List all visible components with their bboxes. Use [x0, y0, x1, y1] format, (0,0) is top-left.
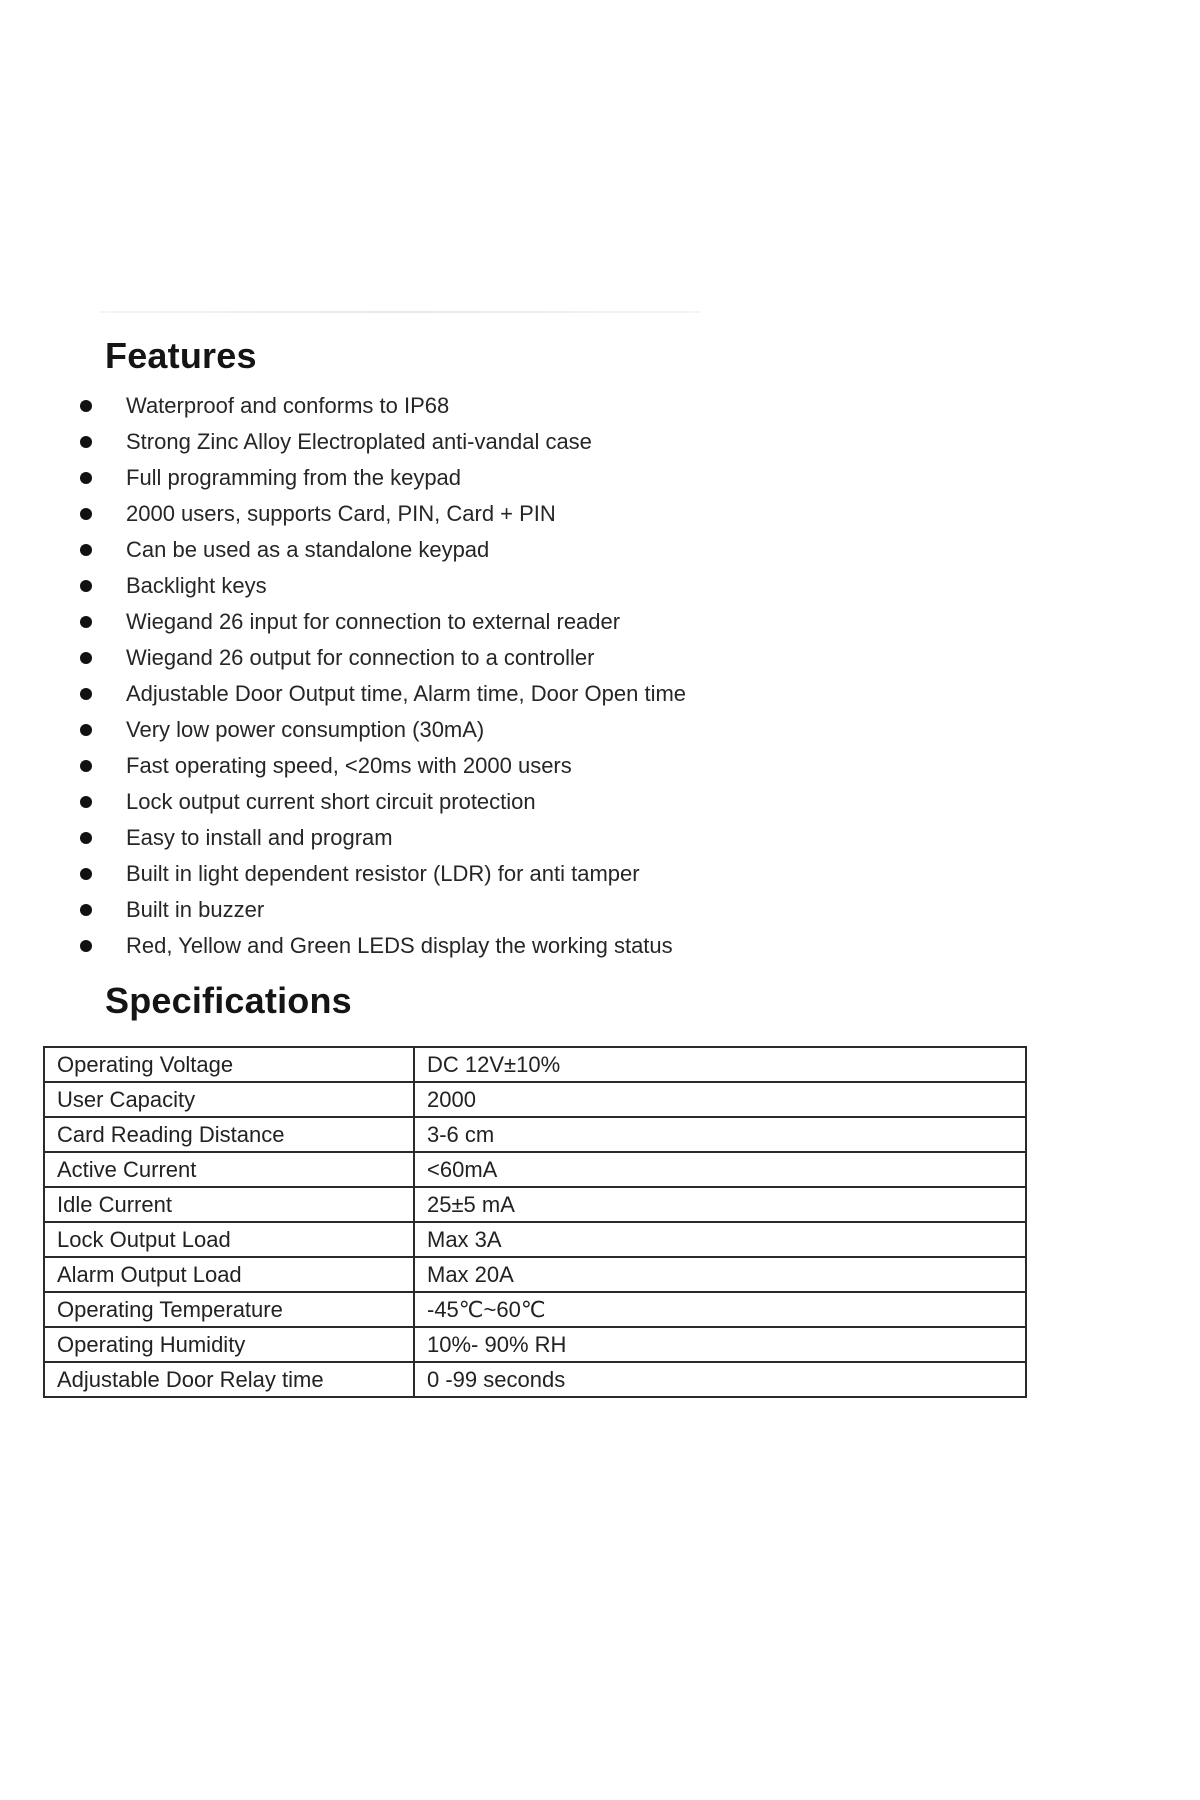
feature-item: [0, 388, 760, 424]
features-heading: Features: [105, 335, 257, 376]
bullet-icon: [80, 904, 92, 916]
specifications-table: [43, 1046, 1027, 1398]
spec-value: -45℃~60℃: [414, 1292, 1026, 1327]
table-row: [44, 1152, 1026, 1187]
feature-text: Very low power consumption (30mA): [126, 717, 485, 742]
feature-item: [0, 640, 760, 676]
feature-text: Can be used as a standalone keypad: [126, 537, 490, 562]
spec-value: Max 20A: [414, 1257, 1026, 1292]
feature-item: [0, 496, 760, 532]
spec-label: Idle Current: [44, 1187, 414, 1222]
bullet-icon: [80, 760, 92, 772]
feature-text: Red, Yellow and Green LEDS display the working status: [126, 933, 673, 958]
feature-item: [0, 748, 760, 784]
feature-item: [0, 604, 760, 640]
table-row: [44, 1327, 1026, 1362]
feature-text: Built in light dependent resistor (LDR) for anti tamper: [126, 861, 640, 886]
spec-value: 3-6 cm: [414, 1117, 1026, 1152]
feature-text: Full programming from the keypad: [126, 465, 462, 490]
spec-value: <60mA: [414, 1152, 1026, 1187]
feature-item: [0, 820, 760, 856]
bullet-icon: [80, 652, 92, 664]
bullet-icon: [80, 724, 92, 736]
spec-value: 2000: [414, 1082, 1026, 1117]
feature-item: [0, 892, 760, 928]
spec-label: Operating Voltage: [44, 1047, 414, 1082]
feature-text: Wiegand 26 input for connection to external reader: [126, 609, 621, 634]
spec-value: 10%- 90% RH: [414, 1327, 1026, 1362]
feature-item: [0, 928, 760, 964]
bullet-icon: [80, 544, 92, 556]
feature-item: [0, 532, 760, 568]
spec-value: 0 -99 seconds: [414, 1362, 1026, 1397]
feature-text: Wiegand 26 output for connection to a controller: [126, 645, 595, 670]
feature-text: Waterproof and conforms to IP68: [126, 393, 450, 418]
feature-item: [0, 784, 760, 820]
feature-text: Strong Zinc Alloy Electroplated anti-vandal case: [126, 429, 592, 454]
feature-text: Fast operating speed, <20ms with 2000 users: [126, 753, 572, 778]
table-row: [44, 1222, 1026, 1257]
table-row: [44, 1257, 1026, 1292]
bullet-icon: [80, 472, 92, 484]
spec-label: Alarm Output Load: [44, 1257, 414, 1292]
spec-label: Operating Temperature: [44, 1292, 414, 1327]
bullet-icon: [80, 508, 92, 520]
spec-label: Adjustable Door Relay time: [44, 1362, 414, 1397]
table-row: [44, 1047, 1026, 1082]
feature-text: Easy to install and program: [126, 825, 393, 850]
table-row: [44, 1362, 1026, 1397]
feature-item: [0, 424, 760, 460]
feature-item: [0, 676, 760, 712]
feature-text: 2000 users, supports Card, PIN, Card + PIN: [126, 501, 556, 526]
divider: [100, 311, 700, 313]
bullet-icon: [80, 940, 92, 952]
table-row: [44, 1082, 1026, 1117]
table-row: [44, 1292, 1026, 1327]
feature-item: [0, 712, 760, 748]
spec-label: Operating Humidity: [44, 1327, 414, 1362]
spec-label: Card Reading Distance: [44, 1117, 414, 1152]
table-row: [44, 1117, 1026, 1152]
specifications-heading: Specifications: [105, 980, 352, 1021]
bullet-icon: [80, 436, 92, 448]
table-row: [44, 1187, 1026, 1222]
feature-text: Adjustable Door Output time, Alarm time, Door Open time: [126, 681, 687, 706]
feature-item: [0, 460, 760, 496]
spec-label: Active Current: [44, 1152, 414, 1187]
bullet-icon: [80, 868, 92, 880]
spec-value: 25±5 mA: [414, 1187, 1026, 1222]
bullet-icon: [80, 796, 92, 808]
feature-item: [0, 856, 760, 892]
spec-label: Lock Output Load: [44, 1222, 414, 1257]
spec-label: User Capacity: [44, 1082, 414, 1117]
feature-item: [0, 568, 760, 604]
bullet-icon: [80, 400, 92, 412]
spec-value: Max 3A: [414, 1222, 1026, 1257]
bullet-icon: [80, 616, 92, 628]
bullet-icon: [80, 580, 92, 592]
feature-text: Lock output current short circuit protection: [126, 789, 536, 814]
feature-text: Built in buzzer: [126, 897, 265, 922]
spec-value: DC 12V±10%: [414, 1047, 1026, 1082]
feature-text: Backlight keys: [126, 573, 267, 598]
bullet-icon: [80, 688, 92, 700]
bullet-icon: [80, 832, 92, 844]
features-list: [0, 388, 760, 964]
